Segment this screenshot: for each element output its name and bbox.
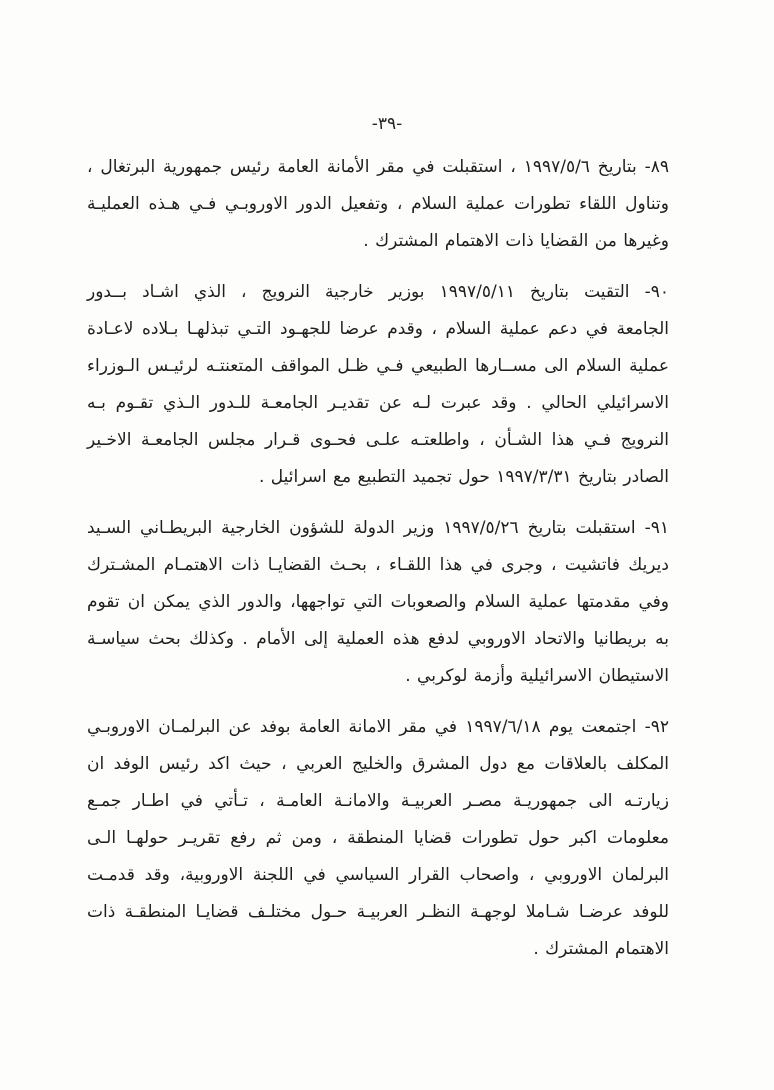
paragraph [87,149,697,260]
paragraph-lines [87,709,697,968]
text-line: الاهتمام المشترك . [533,939,669,959]
text-line: النرويج فـي هذا الشـأن ، واطلعتـه علـى فحـوى قـرار مجلس الجامعـة الاخـير [87,430,669,450]
paragraph-lines [87,149,697,260]
text-line: وتناول اللقاء تطورات عملية السلام ، وتفعيل الدور الاوروبـي فـي هـذه العمليـة [87,194,669,214]
text-line: البرلمان الاوروبي ، واصحاب القرار السياسي في اللجنة الاوروبية، وقد قدمـت [87,865,669,885]
text-line: معلومات اكبر حول تطورات قضايا المنطقة ، ومن ثم رفع تقريـر حولهـا الـى [87,828,669,848]
text-line: للوفد عرضـا شـاملا لوجهـة النظـر العربيـة حـول مختلـف قضايـا المنطقـة ذات [87,902,669,922]
text-line: الاستيطان الاسرائيلية وأزمة لوكربي . [405,666,669,686]
document-body [87,149,697,968]
text-line: المكلف بالعلاقات مع دول المشرق والخليج العربي ، حيث اكد رئيس الوفد ان [87,754,669,774]
text-line: وغيرها من القضايا ذات الاهتمام المشترك . [363,231,669,251]
paragraph [87,510,697,695]
text-line: ٩١- استقبلت بتاريخ ١٩٩٧/٥/٢٦ وزير الدولة للشؤون الخارجية البريطـاني السـيد [87,518,669,538]
text-line: الصادر بتاريخ ١٩٩٧/٣/٣١ حول تجميد التطبيع مع اسرائيل . [258,467,669,487]
paragraph [87,274,697,496]
text-line: به بريطانيا والاتحاد الاوروبي لدفع هذه العملية إلى الأمام . وكذلك بحث سياسـة [87,629,669,649]
text-line: زيارتـه الى جمهوريـة مصـر العربيـة والامانـة العامـة ، تـأتي في اطـار جمـع [87,791,669,811]
text-line: الاسرائيلي الحالي . وقد عبرت لـه عن تقديـر الجامعـة للـدور الـذي تقـوم بـه [87,393,669,413]
text-line: ٨٩- بتاريخ ١٩٩٧/٥/٦ ، استقبلت في مقر الأمانة العامة رئيس جمهورية البرتغال ، [87,157,669,177]
text-line: الجامعة في دعم عملية السلام ، وقدم عرضا للجهـود التـي تبذلهـا بـلاده لاعـادة [87,319,669,339]
paragraph [87,709,697,968]
text-line: ٩٠- التقيت بتاريخ ١٩٩٧/٥/١١ بوزير خارجية النرويج ، الذي اشـاد بــدور [87,282,669,302]
paragraph-lines [87,510,697,695]
paragraph-lines [87,274,697,496]
page-number: -٣٩- [371,114,403,134]
text-line: وفي مقدمتها عملية السلام والصعوبات التي تواجهها، والدور الذي يمكن ان تقوم [87,592,669,612]
text-line: ٩٢- اجتمعت يوم ١٩٩٧/٦/١٨ في مقر الامانة العامة بوفد عن البرلمـان الاوروبـي [87,717,670,737]
text-line: عملية السلام الى مســارها الطبيعي فـي ظـل المواقف المتعنتـه لرئيـس الـوزراء [87,356,669,376]
text-line: ديريك فاتشيت ، وجرى في هذا اللقـاء ، بحـث القضايـا ذات الاهتمـام المشـترك [87,555,669,575]
